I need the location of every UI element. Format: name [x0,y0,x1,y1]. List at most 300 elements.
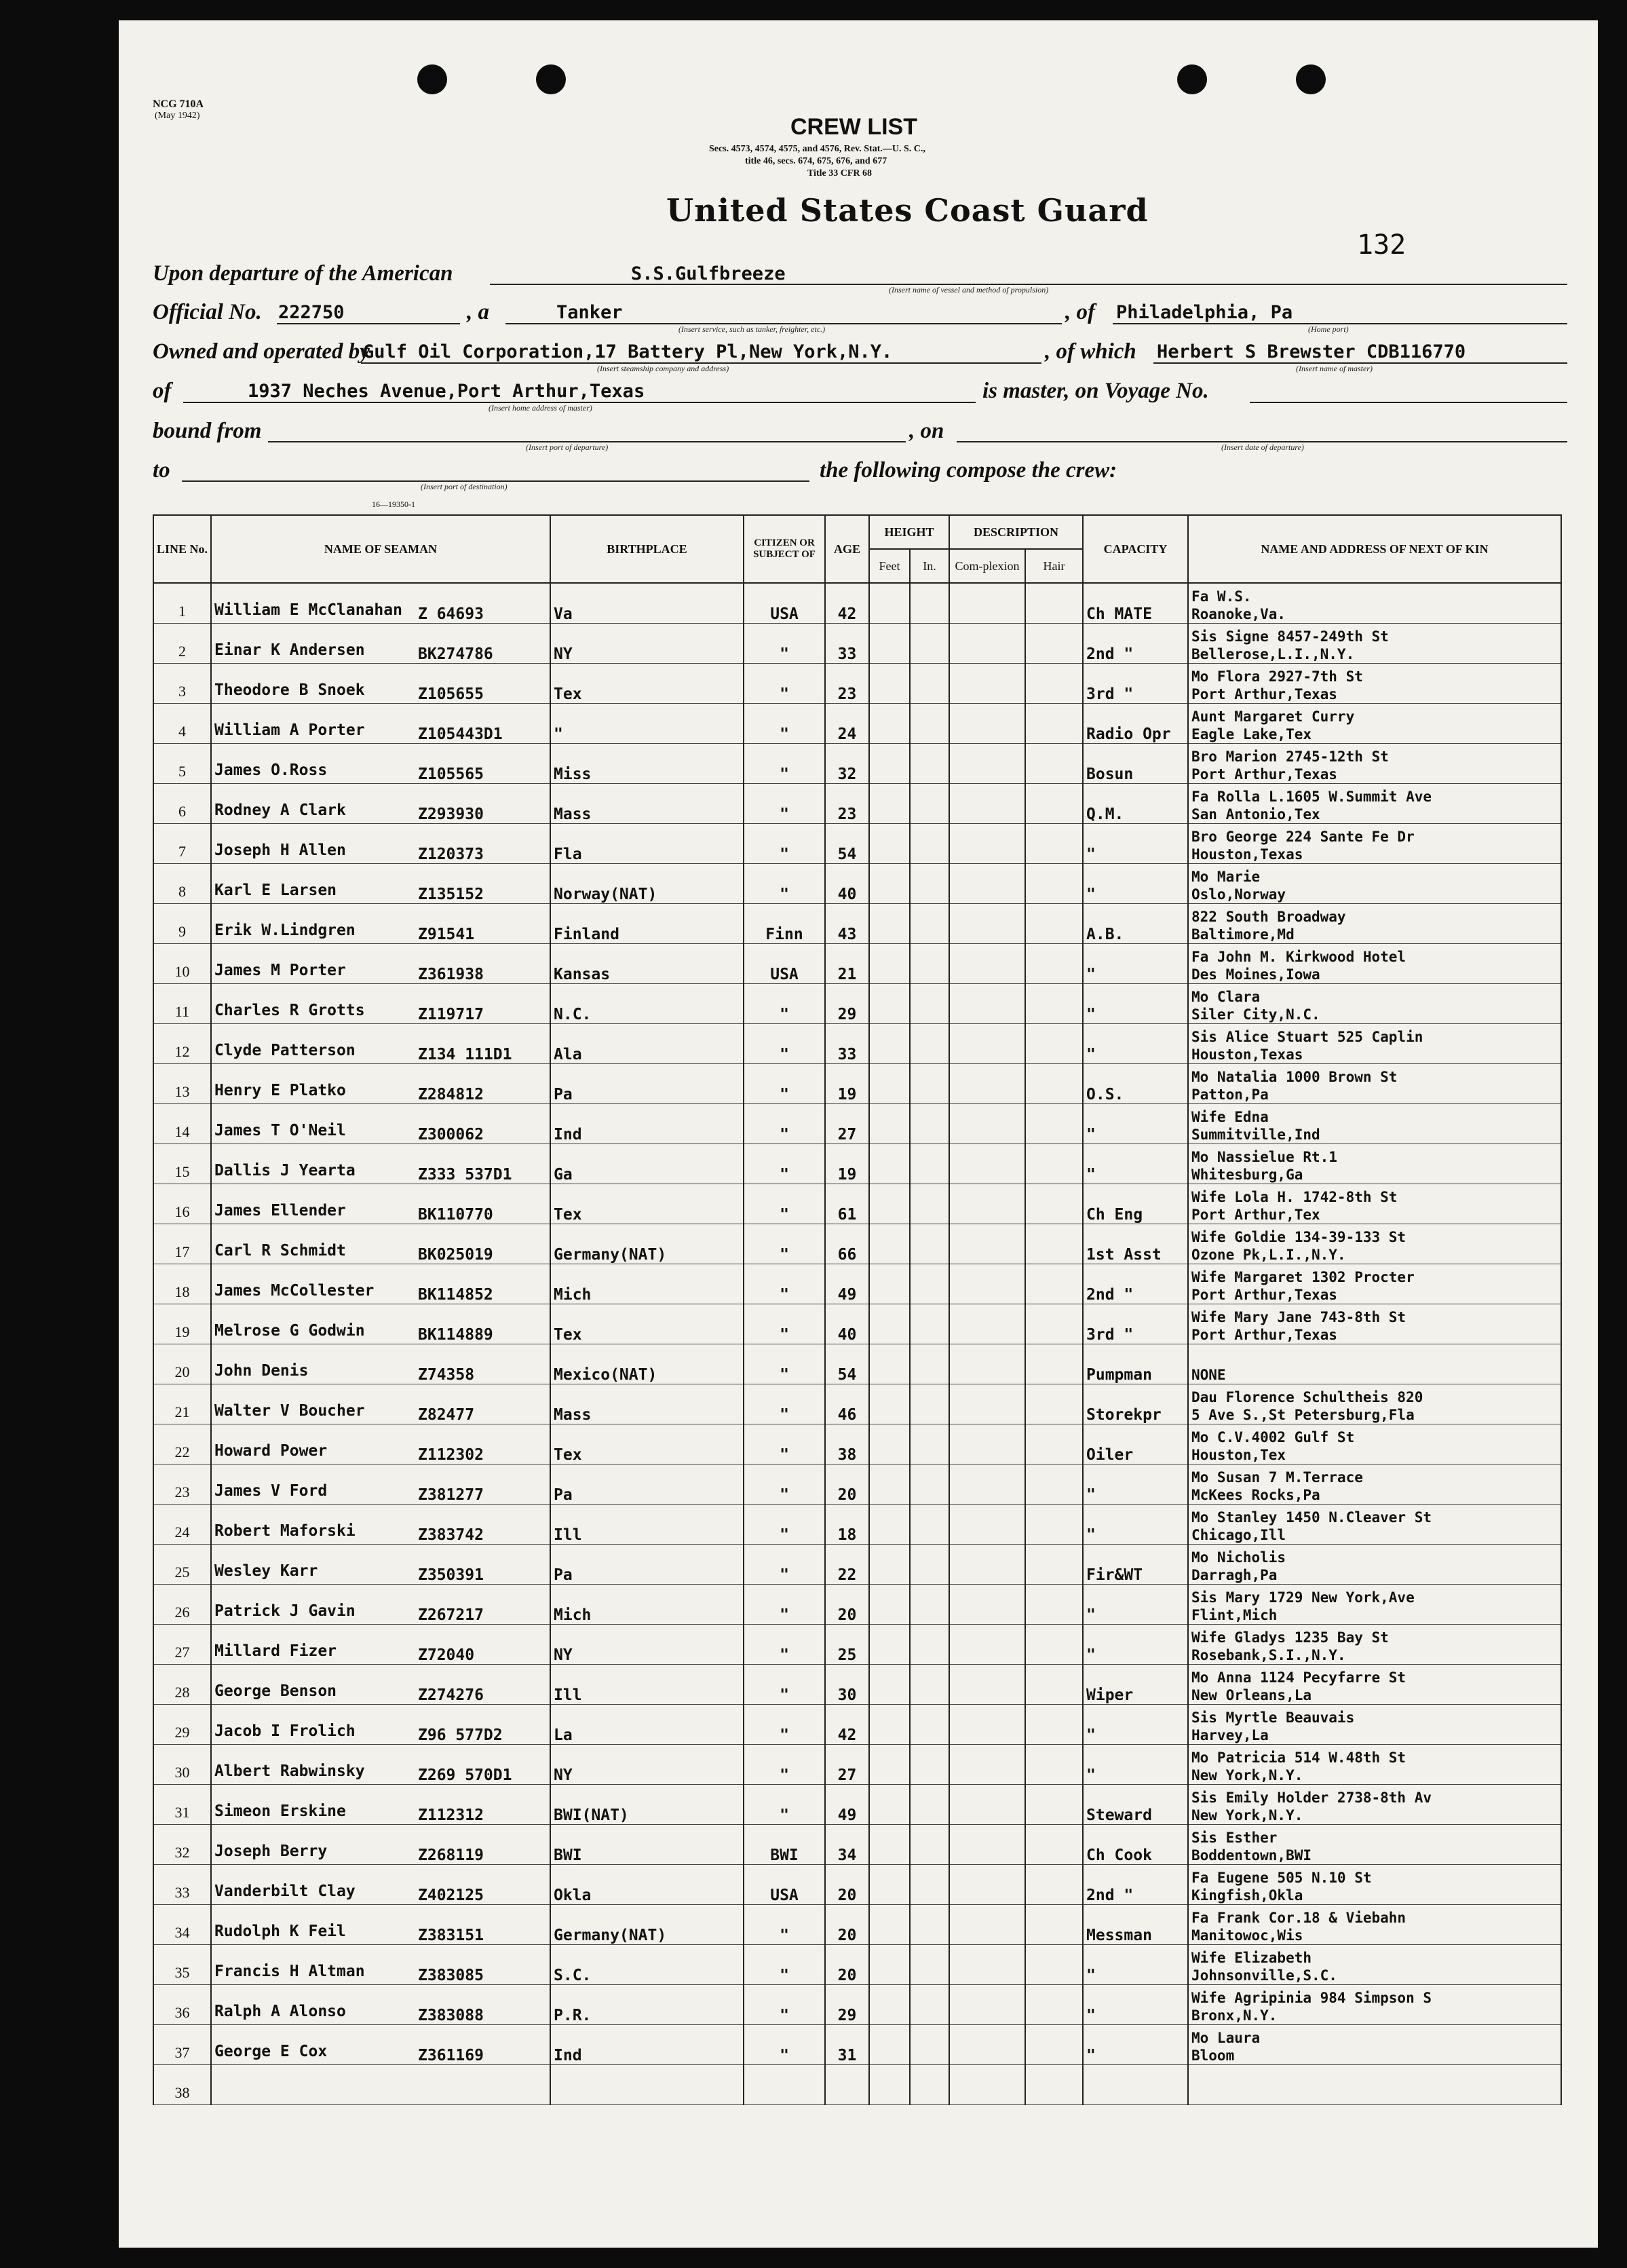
on-hint: (Insert date of departure) [1221,442,1304,452]
hair [1025,1545,1083,1585]
master-name: Herbert S Brewster CDB116770 [1157,341,1466,362]
hair [1025,864,1083,904]
crew-row [153,1865,1561,1905]
hair [1025,944,1083,984]
crew-row [153,1625,1561,1665]
line-number: 23 [153,1464,211,1505]
departure-label: Upon departure of the American [153,261,453,286]
seaman-name [211,2065,550,2105]
age: 29 [825,1985,869,2025]
height-inches [910,1464,949,1505]
which-label: , of which [1045,339,1136,364]
height-inches [910,2025,949,2065]
height-feet [869,664,910,704]
hair [1025,1264,1083,1304]
complexion [949,904,1025,944]
height-feet [869,944,910,984]
capacity: 2nd " [1083,1865,1188,1905]
kin-line-2: Baltimore,Md [1191,926,1295,943]
capacity: Radio Opr [1083,704,1188,744]
complexion [949,744,1025,784]
height-inches [910,624,949,664]
next-of-kin [1188,583,1561,624]
crew-row [153,744,1561,784]
citizen: " [744,1745,825,1785]
height-feet [869,1464,910,1505]
seaman-name-text: Vanderbilt Clay [214,1883,356,1900]
seaman-name [211,824,550,864]
complexion [949,2065,1025,2105]
line-number: 2 [153,624,211,664]
vessel-hint: (Insert name of vessel and method of propulsion) [889,285,1049,295]
height-inches [910,1785,949,1825]
kin-line-2: Houston,Tex [1191,1447,1286,1463]
line-number: 6 [153,784,211,824]
height-feet [869,1985,910,2025]
seaman-certificate: Z 64693 [418,605,484,623]
seaman-certificate: Z293930 [418,806,484,823]
age: 61 [825,1184,869,1224]
seaman-name-text: Carl R Schmidt [214,1242,346,1260]
line-number: 20 [153,1344,211,1384]
height-feet [869,704,910,744]
kin-line-2: Harvey,La [1191,1727,1269,1743]
crew-row [153,1384,1561,1424]
seaman-name-text: Millard Fizer [214,1642,337,1660]
seaman-name [211,864,550,904]
capacity: " [1083,1464,1188,1505]
height-feet [869,1104,910,1144]
kin-line-2: Whitesburg,Ga [1191,1167,1303,1183]
citizen: " [744,1184,825,1224]
seaman-name [211,1585,550,1625]
seaman-name-text: Joseph H Allen [214,842,346,859]
citizen: " [744,704,825,744]
height-inches [910,904,949,944]
next-of-kin [1188,2065,1561,2105]
seaman-certificate: Z267217 [418,1606,484,1624]
complexion [949,1384,1025,1424]
hair [1025,1104,1083,1144]
birthplace: Tex [550,1304,744,1344]
seaman-name-text: William A Porter [214,721,365,739]
line-number: 15 [153,1144,211,1184]
capacity: Oiler [1083,1424,1188,1464]
seaman-name-text: Henry E Platko [214,1082,346,1099]
citizen: " [744,1985,825,2025]
master-address-hint: (Insert home address of master) [489,403,592,413]
birthplace: Miss [550,744,744,784]
kin-line-1: Mo Nassielue Rt.1 [1191,1149,1337,1165]
height-feet [869,583,910,624]
seaman-certificate: Z268119 [418,1847,484,1864]
birthplace: Mexico(NAT) [550,1344,744,1384]
birthplace: Mich [550,1585,744,1625]
line-number: 10 [153,944,211,984]
complexion [949,1344,1025,1384]
age: 24 [825,704,869,744]
hair [1025,1064,1083,1104]
kin-line-2: Port Arthur,Texas [1191,1327,1337,1343]
birthplace: Okla [550,1865,744,1905]
seaman-certificate: BK110770 [418,1206,493,1224]
seaman-name [211,1064,550,1104]
citizen: " [744,1705,825,1745]
capacity: " [1083,984,1188,1024]
seaman-name-text: George Benson [214,1682,337,1700]
height-feet [869,1184,910,1224]
birthplace: Finland [550,904,744,944]
agency-title: United States Coast Guard [666,192,1149,229]
citizen: " [744,624,825,664]
seaman-certificate: Z112312 [418,1807,484,1824]
complexion [949,1865,1025,1905]
hair [1025,1905,1083,1945]
kin-line-1: Aunt Margaret Curry [1191,708,1355,725]
seaman-certificate: Z383151 [418,1927,484,1944]
complexion [949,1024,1025,1064]
birthplace: P.R. [550,1985,744,2025]
kin-line-2: Chicago,Ill [1191,1527,1286,1543]
birthplace: Ill [550,1665,744,1705]
col-kin: NAME AND ADDRESS OF NEXT OF KIN [1188,515,1561,583]
crew-row [153,944,1561,984]
complexion [949,1104,1025,1144]
seaman-name [211,784,550,824]
seaman-name-text: John Denis [214,1362,309,1380]
kin-line-2: Boddentown,BWI [1191,1847,1312,1864]
birthplace: NY [550,624,744,664]
capacity: " [1083,1705,1188,1745]
kin-line-2: Patton,Pa [1191,1086,1269,1103]
seaman-certificate: Z300062 [418,1126,484,1144]
of2-label: of [153,379,172,403]
kin-line-1: Mo Nicholis [1191,1549,1286,1566]
height-inches [910,1024,949,1064]
citizen: " [744,1424,825,1464]
seaman-name [211,1545,550,1585]
birthplace: Ind [550,1104,744,1144]
age: 27 [825,1104,869,1144]
height-feet [869,1264,910,1304]
age: 33 [825,1024,869,1064]
crew-row [153,583,1561,624]
birthplace: Mass [550,1384,744,1424]
crew-table [153,514,1562,2105]
citizen: " [744,1785,825,1825]
age: 33 [825,624,869,664]
age: 43 [825,904,869,944]
capacity: " [1083,1024,1188,1064]
complexion [949,1264,1025,1304]
birthplace: Tex [550,664,744,704]
citizen: " [744,1585,825,1625]
line-number: 16 [153,1184,211,1224]
height-feet [869,1384,910,1424]
complexion [949,2025,1025,2065]
citizen: Finn [744,904,825,944]
crew-row [153,1304,1561,1344]
seaman-name-text: Howard Power [214,1442,328,1460]
col-hair: Hair [1025,549,1083,583]
seaman-certificate: Z383742 [418,1526,484,1544]
next-of-kin [1188,784,1561,824]
col-age: AGE [825,515,869,583]
col-description: DESCRIPTION [949,515,1083,549]
a-label: , a [467,300,489,324]
height-feet [869,984,910,1024]
citizen: " [744,1264,825,1304]
hair [1025,744,1083,784]
height-feet [869,1705,910,1745]
height-inches [910,1665,949,1705]
next-of-kin [1188,1905,1561,1945]
birthplace: Ga [550,1144,744,1184]
seaman-name-text: Rudolph K Feil [214,1923,346,1940]
next-of-kin [1188,864,1561,904]
age: 25 [825,1625,869,1665]
line-number: 28 [153,1665,211,1705]
next-of-kin [1188,1945,1561,1985]
form-title: CREW LIST [790,114,917,140]
hair [1025,1625,1083,1665]
capacity: Ch Cook [1083,1825,1188,1865]
capacity: 3rd " [1083,664,1188,704]
height-feet [869,1224,910,1264]
birthplace: Pa [550,1545,744,1585]
complexion [949,1945,1025,1985]
crew-row [153,984,1561,1024]
crew-row [153,664,1561,704]
seaman-certificate: Z91541 [418,926,475,943]
height-feet [869,1665,910,1705]
hair [1025,1865,1083,1905]
crew-row [153,1464,1561,1505]
kin-line-1: Sis Esther [1191,1830,1278,1846]
capacity: " [1083,2025,1188,2065]
citizen: " [744,824,825,864]
next-of-kin [1188,704,1561,744]
col-height: HEIGHT [869,515,949,549]
citizen: " [744,784,825,824]
line-number: 4 [153,704,211,744]
birthplace: Tex [550,1184,744,1224]
kin-line-1: NONE [1191,1367,1226,1383]
kin-line-1: Wife Edna [1191,1109,1269,1125]
complexion [949,864,1025,904]
height-inches [910,1264,949,1304]
hair [1025,824,1083,864]
seaman-certificate: Z82477 [418,1406,475,1424]
seaman-name [211,1825,550,1865]
seaman-name [211,1264,550,1304]
next-of-kin [1188,1865,1561,1905]
seaman-name-text: Walter V Boucher [214,1402,365,1420]
height-feet [869,624,910,664]
height-feet [869,1024,910,1064]
birthplace: Kansas [550,944,744,984]
next-of-kin [1188,1144,1561,1184]
complexion [949,1665,1025,1705]
capacity: Ch MATE [1083,583,1188,624]
kin-line-2: Bloom [1191,2047,1235,2064]
capacity: " [1083,1745,1188,1785]
punch-hole [417,64,447,94]
kin-line-1: Fa Eugene 505 N.10 St [1191,1870,1372,1886]
line-number: 32 [153,1825,211,1865]
height-feet [869,1825,910,1865]
capacity: " [1083,864,1188,904]
master-hint: (Insert name of master) [1296,364,1373,373]
height-feet [869,1505,910,1545]
complexion [949,1585,1025,1625]
line-number: 19 [153,1304,211,1344]
crew-row [153,1144,1561,1184]
crew-row [153,1545,1561,1585]
hair [1025,1945,1083,1985]
line-number: 35 [153,1945,211,1985]
seaman-certificate: BK025019 [418,1246,493,1264]
crew-row [153,1505,1561,1545]
home-port-hint: (Home port) [1308,324,1349,334]
line-number: 18 [153,1264,211,1304]
hair [1025,1184,1083,1224]
seaman-name-text: Theodore B Snoek [214,681,365,699]
kin-line-2: Houston,Texas [1191,1046,1303,1063]
hair [1025,624,1083,664]
height-inches [910,1104,949,1144]
height-inches [910,1344,949,1384]
seaman-certificate: Z274276 [418,1686,484,1704]
height-inches [910,984,949,1024]
seaman-name [211,2025,550,2065]
seaman-name [211,1905,550,1945]
seaman-name-text: James M Porter [214,962,346,979]
to-hint: (Insert port of destination) [421,482,508,491]
next-of-kin [1188,1424,1561,1464]
complexion [949,1905,1025,1945]
hair [1025,1024,1083,1064]
height-inches [910,1865,949,1905]
line-number: 37 [153,2025,211,2065]
capacity: " [1083,1144,1188,1184]
seaman-name-text: George E Cox [214,2043,328,2060]
citizen: " [744,1945,825,1985]
line-number: 7 [153,824,211,864]
height-inches [910,1505,949,1545]
height-inches [910,824,949,864]
citizen: " [744,1304,825,1344]
height-feet [869,824,910,864]
capacity: " [1083,1985,1188,2025]
line-number: 25 [153,1545,211,1585]
seaman-name-text: Erik W.Lindgren [214,922,356,939]
citizen: " [744,1224,825,1264]
age: 38 [825,1424,869,1464]
hair [1025,704,1083,744]
seaman-name [211,1625,550,1665]
seaman-name-text: James T O'Neil [214,1122,346,1139]
next-of-kin [1188,1384,1561,1424]
age: 23 [825,784,869,824]
complexion [949,784,1025,824]
line-number: 14 [153,1104,211,1144]
hair [1025,2025,1083,2065]
kin-line-2: San Antonio,Tex [1191,806,1320,823]
seaman-name [211,1745,550,1785]
kin-line-1: Sis Emily Holder 2738-8th Av [1191,1790,1432,1806]
crew-row [153,864,1561,904]
height-inches [910,1985,949,2025]
kin-line-2: Manitowoc,Wis [1191,1927,1303,1944]
birthplace: BWI(NAT) [550,1785,744,1825]
capacity: A.B. [1083,904,1188,944]
kin-line-1: Wife Goldie 134-39-133 St [1191,1229,1406,1245]
line-number: 11 [153,984,211,1024]
capacity: Pumpman [1083,1344,1188,1384]
crew-row [153,784,1561,824]
next-of-kin [1188,1985,1561,2025]
hair [1025,1785,1083,1825]
crew-row [153,2065,1561,2105]
height-inches [910,1224,949,1264]
seaman-name [211,1304,550,1344]
height-inches [910,1384,949,1424]
citizen: " [744,864,825,904]
complexion [949,664,1025,704]
kin-line-2: Eagle Lake,Tex [1191,726,1312,742]
col-inches: In. [910,549,949,583]
kin-line-1: Wife Elizabeth [1191,1950,1312,1966]
age: 54 [825,824,869,864]
owner-hint: (Insert steamship company and address) [597,364,729,373]
hair [1025,1665,1083,1705]
next-of-kin [1188,1104,1561,1144]
height-inches [910,1545,949,1585]
home-port: Philadelphia, Pa [1116,302,1293,323]
next-of-kin [1188,1184,1561,1224]
seaman-name [211,1344,550,1384]
height-feet [869,1625,910,1665]
age: 19 [825,1064,869,1104]
crew-row [153,1585,1561,1625]
height-feet [869,1585,910,1625]
seaman-certificate: Z333 537D1 [418,1166,512,1184]
hair [1025,664,1083,704]
seaman-name-text: Jacob I Frolich [214,1722,356,1740]
kin-line-1: Mo Marie [1191,869,1261,885]
crew-row [153,1665,1561,1705]
kin-line-2: Port Arthur,Texas [1191,686,1337,702]
height-feet [869,904,910,944]
birthplace: NY [550,1745,744,1785]
complexion [949,1064,1025,1104]
hair [1025,1825,1083,1865]
crew-row [153,1424,1561,1464]
crew-row [153,904,1561,944]
bound-hint: (Insert port of departure) [526,442,609,452]
line-number: 13 [153,1064,211,1104]
seaman-name [211,1705,550,1745]
crew-row [153,704,1561,744]
complexion [949,1545,1025,1585]
citizen: " [744,1344,825,1384]
col-name: NAME OF SEAMAN [211,515,550,583]
hair [1025,1344,1083,1384]
crew-row [153,2025,1561,2065]
seaman-name [211,1785,550,1825]
crew-row [153,1825,1561,1865]
